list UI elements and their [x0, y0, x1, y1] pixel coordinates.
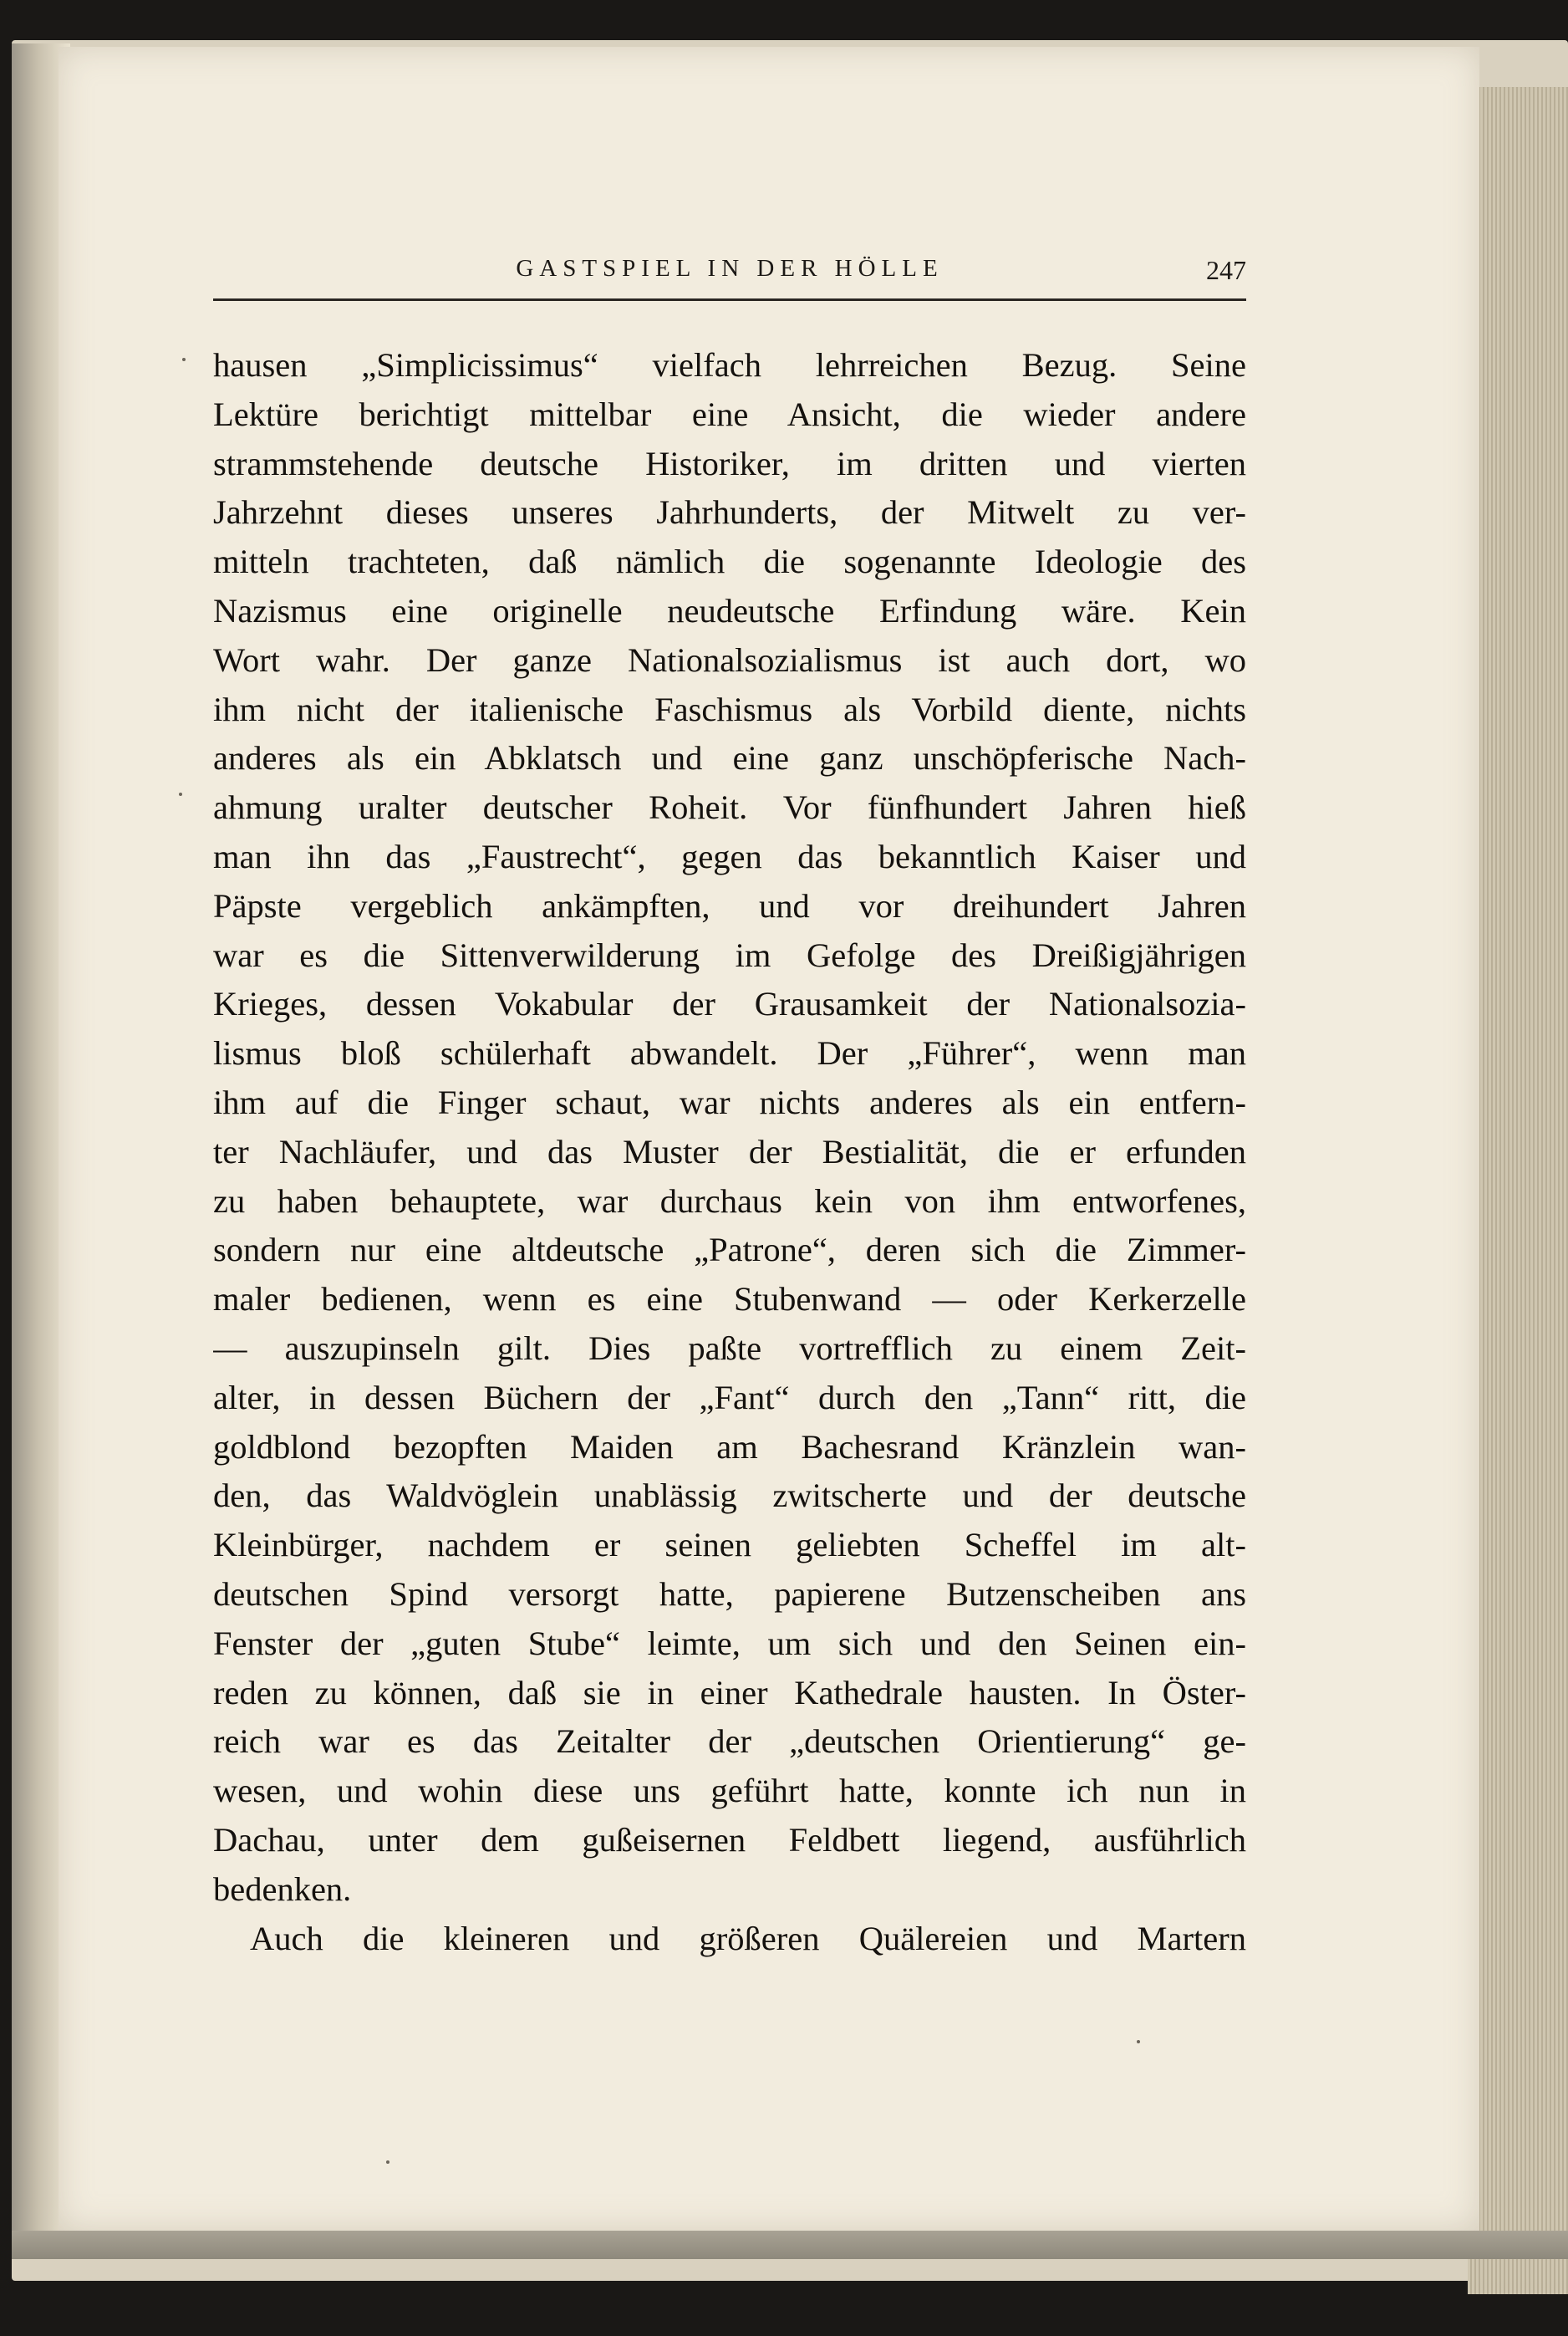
text-line: — auszupinseln gilt. Dies paßte vortrefflich zu einem Zeit- [213, 1329, 1246, 1367]
page-number: 247 [1206, 255, 1246, 285]
text-line: ihm auf die Finger schaut, war nichts anderes als ein entfern- [213, 1083, 1246, 1121]
text-line: sondern nur eine altdeutsche „Patrone“, deren sich die Zimmer- [213, 1231, 1246, 1269]
text-line: maler bedienen, wenn es eine Stubenwand — oder Kerkerzelle [213, 1280, 1246, 1318]
text-line: war es die Sittenverwilderung im Gefolge des Dreißigjährigen [213, 936, 1246, 974]
text-line: wesen, und wohin diese uns geführt hatte, konnte ich nun in [213, 1772, 1246, 1810]
text-line: ter Nachläufer, und das Muster der Bestialität, die er erfunden [213, 1132, 1246, 1171]
body-text [213, 341, 1246, 1963]
text-line: ahmung uralter deutscher Roheit. Vor fünfhundert Jahren hieß [213, 788, 1246, 827]
text-line: Kleinbürger, nachdem er seinen geliebten Scheffel im alt- [213, 1526, 1246, 1564]
paper-speck [179, 793, 182, 796]
running-head [213, 255, 1246, 301]
text-line: Wort wahr. Der ganze Nationalsozialismus ist auch dort, wo [213, 640, 1246, 679]
text-line: Krieges, dessen Vokabular der Grausamkeit der Nationalsozia- [213, 985, 1246, 1023]
text-line: deutschen Spind versorgt hatte, papierene Butzenscheiben ans [213, 1574, 1246, 1613]
text-line: strammstehende deutsche Historiker, im dritten und vierten [213, 444, 1246, 482]
text-line: mitteln trachteten, daß nämlich die sogenannte Ideologie des [213, 543, 1246, 581]
text-line: den, das Waldvöglein unablässig zwitscherte und der deutsche [213, 1477, 1246, 1515]
text-line: reden zu können, daß sie in einer Kathedrale hausten. In Öster- [213, 1673, 1246, 1711]
paper-speck [182, 358, 186, 361]
text-line: lismus bloß schülerhaft abwandelt. Der „Führer“, wenn man [213, 1034, 1246, 1073]
text-line: goldblond bezopften Maiden am Bachesrand Kränzlein wan- [213, 1427, 1246, 1466]
text-line: Jahrzehnt dieses unseres Jahrhunderts, der Mitwelt zu ver- [213, 493, 1246, 532]
text-line: bedenken. [213, 1869, 352, 1908]
running-head-title: GASTSPIEL IN DER HÖLLE [516, 255, 944, 282]
text-line: anderes als ein Abklatsch und eine ganz unschöpferische Nach- [213, 739, 1246, 778]
text-line: alter, in dessen Büchern der „Fant“ durch den „Tann“ ritt, die [213, 1378, 1246, 1416]
paper-speck [1137, 2040, 1140, 2043]
text-line: hausen „Simplicissimus“ vielfach lehrreichen Bezug. Seine [213, 346, 1246, 384]
text-line: man ihn das „Faustrecht“, gegen das bekanntlich Kaiser und [213, 837, 1246, 875]
text-line: Lektüre berichtigt mittelbar eine Ansicht, die wieder andere [213, 395, 1246, 433]
text-line: Fenster der „guten Stube“ leimte, um sich und den Seinen ein- [213, 1624, 1246, 1662]
paragraph-first-line: Auch die kleineren und größeren Quälereien und Martern [250, 1919, 1246, 1957]
paper-speck [386, 2160, 389, 2164]
book-cover-edge [12, 2231, 1568, 2259]
text-line: zu haben behauptete, war durchaus kein von ihm entworfenes, [213, 1181, 1246, 1220]
text-line: Dachau, unter dem gußeisernen Feldbett liegend, ausführlich [213, 1820, 1246, 1859]
text-line: ihm nicht der italienische Faschismus als Vorbild diente, nichts [213, 690, 1246, 728]
text-line: reich war es das Zeitalter der „deutschen Orientierung“ ge- [213, 1722, 1246, 1761]
text-line: Päpste vergeblich ankämpften, und vor dreihundert Jahren [213, 886, 1246, 925]
page-edges [1468, 87, 1568, 2294]
text-line: Nazismus eine originelle neudeutsche Erfindung wäre. Kein [213, 591, 1246, 630]
